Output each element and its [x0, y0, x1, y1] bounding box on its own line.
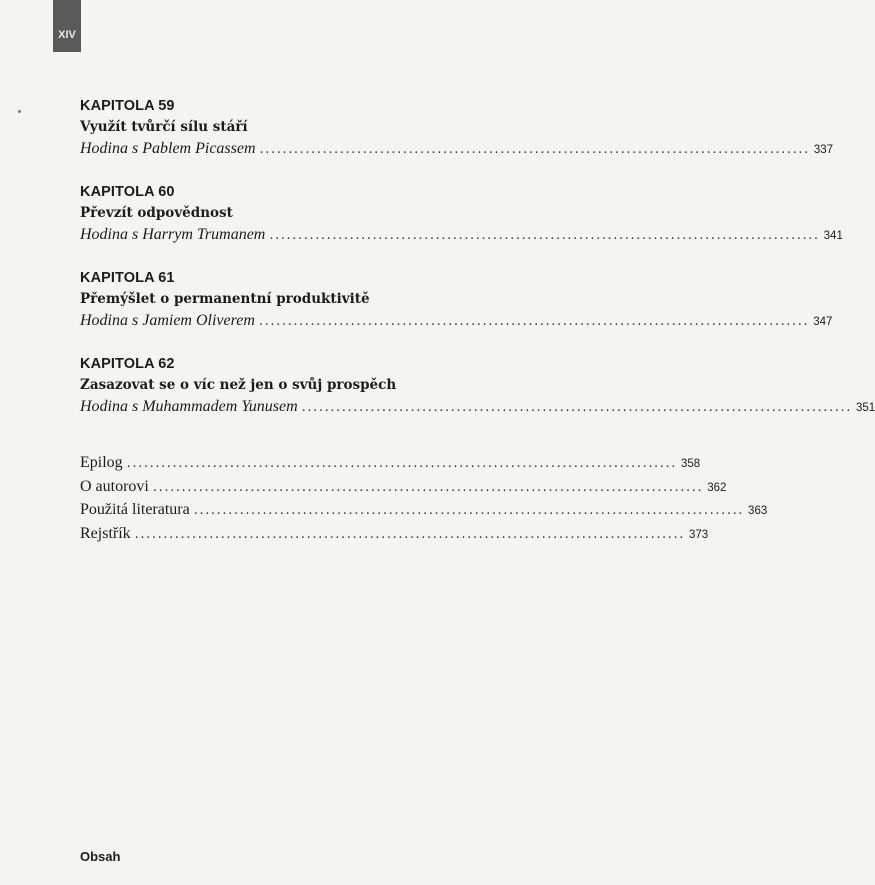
page-ref: 358 [680, 458, 701, 470]
dot-leader: ................................................................................................ [152, 479, 704, 495]
toc-entry[interactable] [80, 310, 833, 332]
section-footer: Obsah [80, 849, 121, 864]
chapter-label: KAPITOLA 61 [80, 270, 175, 286]
chapter-subtitle: Hodina s Pablem Picassem [80, 140, 256, 157]
appendix-list [80, 451, 768, 545]
page-ref: 363 [748, 505, 768, 517]
chapter-label: KAPITOLA 59 [80, 98, 175, 114]
toc-entry-literatura[interactable] [80, 498, 768, 522]
page-number: XIV [58, 29, 76, 41]
page-ref: 347 [813, 316, 833, 328]
chapter-title: Zasazovat se o víc než jen o svůj prospěch [80, 377, 397, 393]
chapter-label: KAPITOLA 60 [80, 184, 175, 200]
entry-title: Použitá literatura [80, 501, 190, 518]
entry-title: Epilog [80, 454, 123, 471]
dot-leader: ................................................................................................ [193, 503, 745, 518]
dot-leader: ................................................................................................ [269, 228, 820, 243]
chapter-subtitle: Hodina s Muhammadem Yunusem [80, 398, 298, 415]
chapter-list [80, 96, 875, 440]
page-ref: 373 [688, 528, 709, 541]
chapter-subtitle: Hodina s Jamiem Oliverem [80, 312, 255, 329]
entry-title: Rejstřík [80, 524, 131, 542]
toc-entry[interactable] [80, 138, 834, 160]
chapter-62 [80, 354, 875, 418]
chapter-61 [80, 268, 833, 332]
toc-entry-rejstrik[interactable] [80, 522, 709, 546]
chapter-60 [80, 182, 843, 246]
toc-entry-epilog[interactable] [80, 451, 701, 475]
page-number-tab [53, 0, 81, 52]
chapter-title: Využít tvůrčí sílu stáří [80, 119, 248, 135]
page-ref: 362 [707, 481, 727, 494]
chapter-subtitle: Hodina s Harrym Trumanem [80, 226, 266, 243]
scan-speck [18, 110, 21, 113]
chapter-59 [80, 96, 834, 160]
chapter-title: Převzít odpovědnost [80, 205, 233, 221]
page-ref: 341 [823, 230, 843, 242]
entry-title: O autorovi [80, 477, 149, 495]
page-ref: 351 [855, 402, 875, 414]
dot-leader: ................................................................................................ [258, 314, 810, 329]
toc-entry[interactable] [80, 224, 843, 246]
chapter-title: Přemýšlet o permanentní produktivitě [80, 291, 370, 307]
dot-leader: ................................................................................................ [259, 142, 810, 157]
chapter-label: KAPITOLA 62 [80, 356, 175, 372]
page-ref: 337 [813, 144, 834, 156]
toc-entry[interactable] [80, 396, 875, 418]
dot-leader: ................................................................................................ [126, 456, 677, 471]
dot-leader: ................................................................................................ [134, 526, 685, 542]
dot-leader: ................................................................................................ [301, 400, 852, 415]
toc-entry-o-autorovi[interactable] [80, 475, 727, 499]
